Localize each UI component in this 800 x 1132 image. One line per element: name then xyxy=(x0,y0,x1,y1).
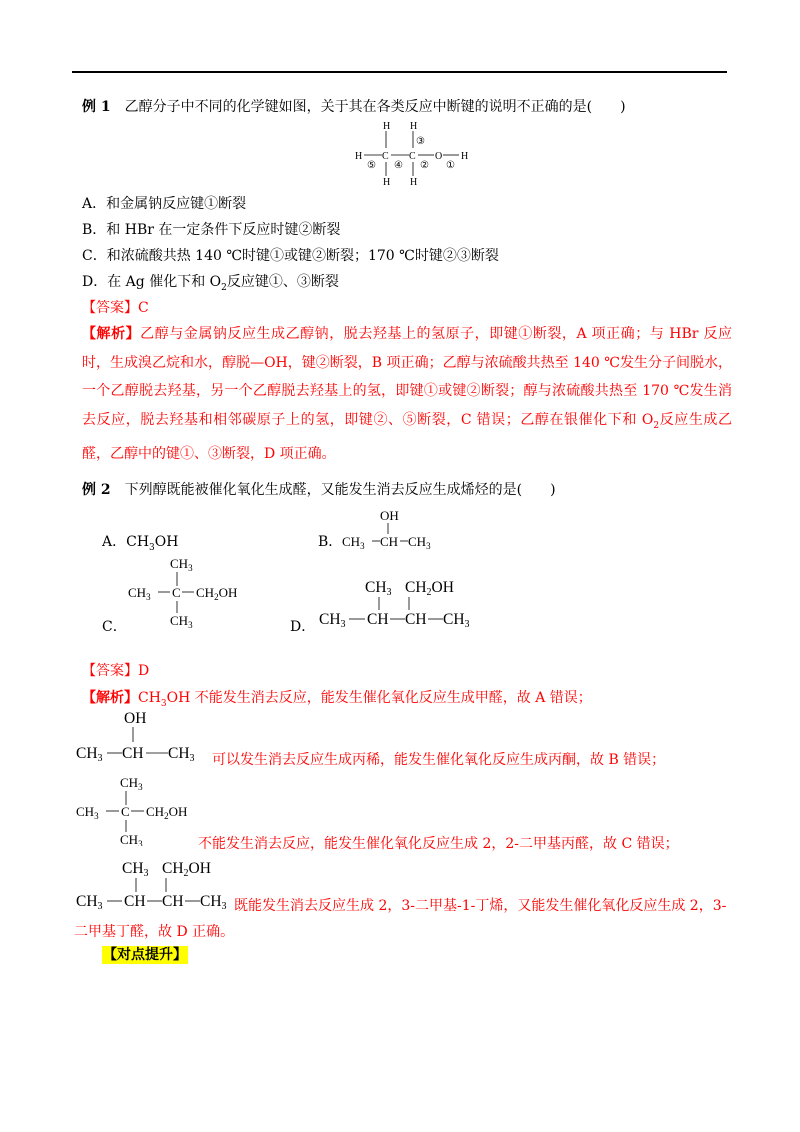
d-ch-2: CH xyxy=(405,611,427,628)
atom-c1: C xyxy=(382,151,389,162)
ex1-option-d-post: 反应键①、③断裂 xyxy=(226,274,339,290)
d-ch3-left: CH3 xyxy=(319,611,346,630)
ex2-analysis-line-5: 二甲基丁醛，故 D 正确。 xyxy=(74,924,235,940)
ex1-analysis-sub: 2 xyxy=(653,420,660,431)
bond-label-4: ④ xyxy=(394,160,403,171)
ex2-option-a-label: A． xyxy=(102,534,127,550)
c-ch3-bottom: $CH_3$ xyxy=(170,613,193,630)
option-b-structure xyxy=(340,505,445,550)
ethanol-structure xyxy=(350,118,480,190)
ad-ch3-right: CH3 xyxy=(200,893,227,912)
ad-ch2oh-top: CH2OH xyxy=(162,860,211,879)
ex1-analysis-p1: 乙醇与金属钠反应生成乙醇钠，脱去羟基上的氢原子，即键①断裂，A 项正确；与 HBr 反应时，生成溴乙烷和水，醇脱—OH，键②断裂，B 项正确；乙醇与浓硫酸共热至 140 ℃发生分子间脱水，一个乙醇脱去羟基，另一个乙醇脱去羟基上的氢，即键①或键②断裂；醇与浓硫酸共热至 170 ℃发生消去反应，脱去羟基和相邻碳原子上的氢，即键②、⑤断裂，C 错误；乙醇在银催化下和 O xyxy=(82,326,732,428)
atom-c2: C xyxy=(409,151,416,162)
ex2-option-c-label: C． xyxy=(102,619,127,635)
atom-h-c2-top: H xyxy=(410,121,418,132)
ex2-label: 例 2 xyxy=(82,482,111,498)
ex1-option-a: A．和金属钠反应键①断裂 xyxy=(82,196,247,212)
ex1-analysis-tag: 【解析】 xyxy=(82,326,141,342)
ab-ch3-right: CH3 xyxy=(168,745,195,764)
ex2-option-a-formula-pre: CH xyxy=(126,534,150,550)
ex1-answer: 【答案】C xyxy=(82,300,149,316)
ex2-analysis-line-4: 既能发生消去反应生成 2，3-二甲基-1-丁烯，又能发生催化氧化反应生成 2，3- xyxy=(234,898,727,914)
ac-center: C xyxy=(121,804,130,819)
ex1-option-c: C．和浓硫酸共热 140 ℃时键①或键②断裂；170 ℃时键②③断裂 xyxy=(82,248,499,264)
c-ch3-left: $CH_3$ xyxy=(128,585,151,602)
ab-ch: CH xyxy=(122,745,144,762)
ad-ch3-top: CH3 xyxy=(122,860,149,879)
bond-label-2: ② xyxy=(420,160,429,171)
ac-ch3-left: $CH_3$ xyxy=(76,804,99,821)
ab-ch3-left: CH3 xyxy=(76,745,103,764)
b-ch3-right: $CH_3$ xyxy=(408,534,431,550)
header-rule xyxy=(72,71,727,73)
ad-ch3-left: CH3 xyxy=(76,893,103,912)
atom-h-c1-bottom: H xyxy=(383,177,391,188)
atom-o: O xyxy=(435,151,443,162)
ex1-option-d-sub: 2 xyxy=(221,282,227,293)
ex1-option-b: B．和 HBr 在一定条件下反应时键②断裂 xyxy=(82,222,341,238)
ex2-an1-formula-post: OH xyxy=(166,690,191,706)
bond-label-3: ③ xyxy=(416,136,425,147)
analysis-structure-c xyxy=(74,774,204,846)
d-ch3-top: CH3 xyxy=(365,579,392,598)
bond-label-5: ⑤ xyxy=(367,160,376,171)
bond-label-1: ① xyxy=(446,160,455,171)
ex2-option-b-label: B． xyxy=(318,534,343,550)
c-ch2oh: $CH_2OH$ xyxy=(196,585,238,602)
b-ch3-left: $CH_3$ xyxy=(342,534,365,550)
ex1-option-d xyxy=(82,273,339,297)
option-d-structure xyxy=(315,575,480,633)
atom-h-left: H xyxy=(355,151,363,162)
ex2-analysis-line-3: 不能发生消去反应，能发生催化氧化反应生成 2，2-二甲基丙醛，故 C 错误； xyxy=(198,836,679,852)
ex1-analysis xyxy=(82,320,732,468)
option-c-structure xyxy=(124,555,254,630)
ex2-answer: 【答案】D xyxy=(82,663,150,679)
ac-ch3-bottom: $CH_3$ xyxy=(120,832,143,846)
ex2-an1-formula-sub: 3 xyxy=(160,698,167,709)
ex2-an1-text: 不能发生消去反应，能发生催化氧化反应生成甲醛，故 A 错误； xyxy=(190,690,592,706)
ex1-question xyxy=(82,98,626,116)
d-ch-1: CH xyxy=(367,611,389,628)
ex2-question xyxy=(82,481,556,499)
ex1-option-d-pre: D．在 Ag 催化下和 O xyxy=(82,274,222,290)
ex2-option-a-formula-post: OH xyxy=(154,534,179,550)
b-oh: OH xyxy=(380,508,399,523)
ex2-analysis-line-2: 可以发生消去反应生成丙稀，能发生催化氧化反应生成丙酮，故 B 错误； xyxy=(212,752,666,768)
ac-ch2oh: $CH_2OH$ xyxy=(146,804,188,821)
ad-ch-1: CH xyxy=(124,893,146,910)
d-ch2oh-top: CH2OH xyxy=(405,579,454,598)
ex1-analysis-p2: 反应生成乙醛，乙醇中的键①、③断裂，D 项正确。 xyxy=(82,411,733,462)
ex2-option-d-label: D． xyxy=(290,619,316,635)
c-center: C xyxy=(172,585,181,600)
atom-h-c1-top: H xyxy=(383,121,391,132)
ad-ch-2: CH xyxy=(162,893,184,910)
d-ch3-right: CH3 xyxy=(443,611,470,630)
atom-h-c2-bottom: H xyxy=(410,177,418,188)
c-ch3-top: $CH_3$ xyxy=(170,556,193,573)
atom-h-right: H xyxy=(461,151,469,162)
ex2-analysis-tag: 【解析】 xyxy=(82,690,138,706)
ex1-question-text: 乙醇分子中不同的化学键如图，关于其在各类反应中断键的说明不正确的是( ) xyxy=(124,99,626,115)
ex2-option-a xyxy=(102,533,178,557)
ex2-option-a-formula-sub: 3 xyxy=(149,542,155,553)
ac-ch3-top: $CH_3$ xyxy=(120,775,143,792)
ex1-label: 例 1 xyxy=(82,99,111,115)
section-tip-heading: 【对点提升】 xyxy=(103,947,187,963)
ex2-an1-formula-pre: CH xyxy=(138,690,161,706)
analysis-structure-b xyxy=(74,706,209,766)
analysis-structure-d xyxy=(74,856,236,916)
ex2-question-text: 下列醇既能被催化氧化生成醛，又能发生消去反应生成烯烃的是( ) xyxy=(124,482,556,498)
ab-oh: OH xyxy=(124,710,147,727)
b-ch: CH xyxy=(380,534,399,549)
